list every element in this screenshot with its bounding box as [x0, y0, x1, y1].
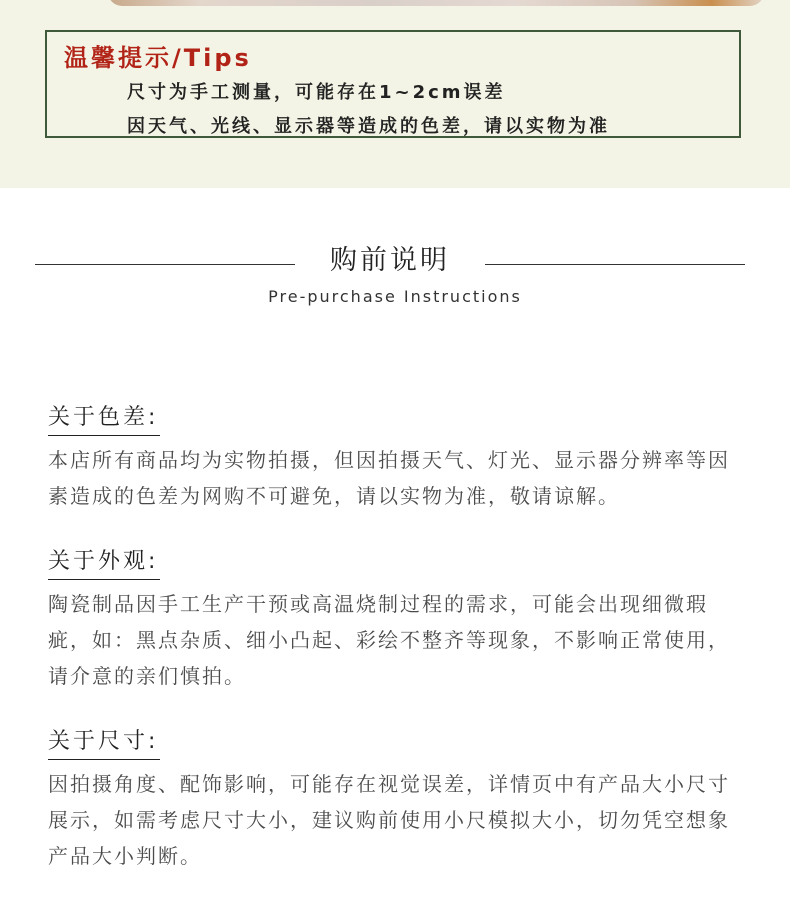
note-body: 本店所有商品均为实物拍摄，但因拍摄天气、灯光、显示器分辨率等因素造成的色差为网购不可避免，请以实物为准，敬请谅解。: [48, 448, 730, 508]
product-photo-edge: [108, 0, 764, 6]
tips-title: 温馨提示/Tips: [64, 44, 252, 72]
note-body: 因拍摄角度、配饰影响，可能存在视觉误差，详情页中有产品大小尺寸展示，如需考虑尺寸大小，建议购前使用小尺模拟大小，切勿凭空想象产品大小判断。: [48, 772, 730, 868]
note-heading: 关于色差:: [48, 400, 160, 436]
note-body: 陶瓷制品因手工生产干预或高温烧制过程的需求，可能会出现细微瑕疵，如：黑点杂质、细小凸起、彩绘不整齐等现象，不影响正常使用，请介意的亲们慎拍。: [48, 592, 730, 688]
tips-box: [45, 30, 741, 138]
note-heading: 关于尺寸:: [48, 724, 160, 760]
tips-line-measurement: 尺寸为手工测量，可能存在1~2cm误差: [127, 82, 506, 103]
note-appearance: [48, 544, 748, 694]
section-title: 购前说明: [330, 245, 450, 276]
tips-line-color: 因天气、光线、显示器等造成的色差，请以实物为准: [127, 116, 610, 137]
title-rule-right: [485, 264, 745, 265]
section-subtitle: Pre-purchase Instructions: [268, 287, 522, 306]
note-color-difference: [48, 400, 748, 514]
title-rule-left: [35, 264, 295, 265]
note-size: [48, 724, 748, 874]
tips-band: [0, 0, 790, 188]
note-heading: 关于外观:: [48, 544, 160, 580]
